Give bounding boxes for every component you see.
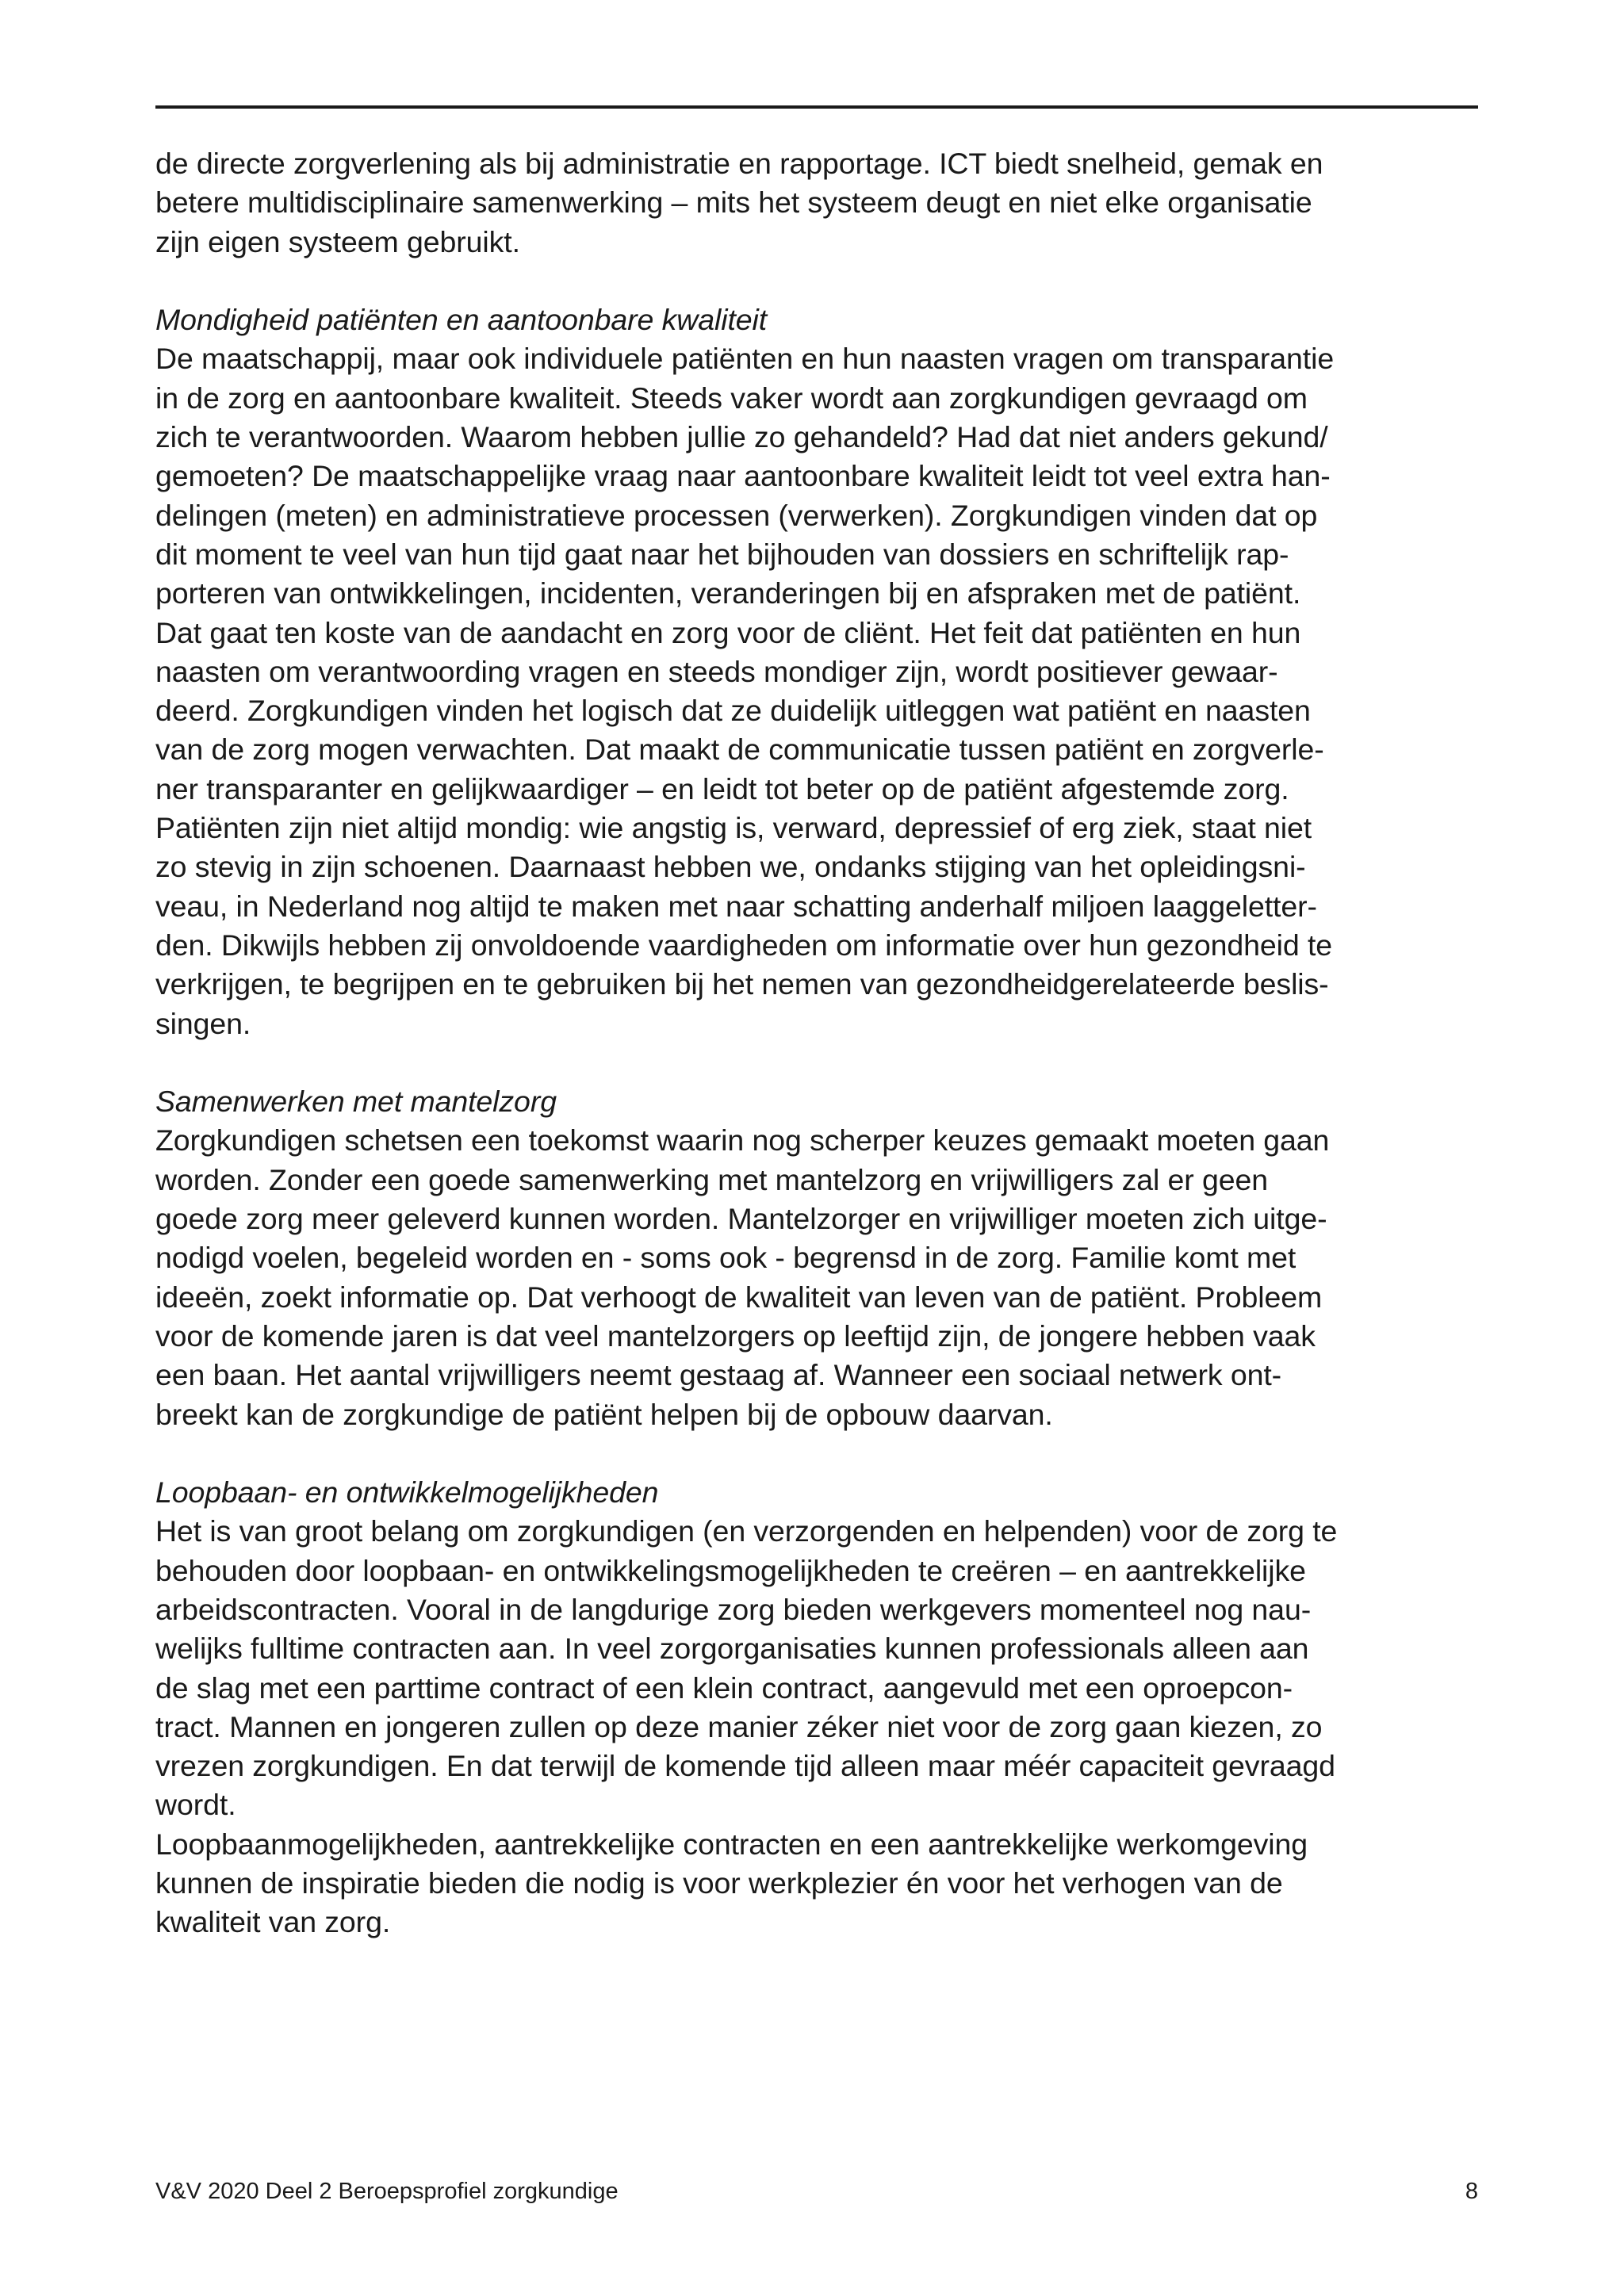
body-line: ideeën, zoekt informatie op. Dat verhoogt de kwaliteit van leven van de patiënt. Probleem xyxy=(155,1280,1323,1314)
body-line: veau, in Nederland nog altijd te maken met naar schatting anderhalf miljoen laaggeletter- xyxy=(155,889,1317,923)
body-line: delingen (meten) en administratieve processen (verwerken). Zorgkundigen vinden dat op xyxy=(155,498,1318,532)
body-line: singen. xyxy=(155,1006,251,1040)
body-line: Zorgkundigen schetsen een toekomst waarin nog scherper keuzes gemaakt moeten gaan xyxy=(155,1123,1330,1158)
body-line: porteren van ontwikkelingen, incidenten, veranderingen bij en afspraken met de patiënt. xyxy=(155,576,1301,610)
page-number: 8 xyxy=(1465,2179,1478,2204)
body-line: tract. Mannen en jongeren zullen op deze manier zéker niet voor de zorg gaan kiezen, zo xyxy=(155,1709,1323,1743)
body-line: zijn eigen systeem gebruikt. xyxy=(155,224,520,258)
body-line: voor de komende jaren is dat veel mantelzorgers op leeftijd zijn, de jongere hebben vaak xyxy=(155,1318,1316,1353)
body-line: De maatschappij, maar ook individuele patiënten en hun naasten vragen om transparantie xyxy=(155,342,1335,376)
body-text xyxy=(155,144,1488,1942)
body-line: den. Dikwijls hebben zij onvoldoende vaardigheden om informatie over hun gezondheid te xyxy=(155,928,1333,962)
body-line: dit moment te veel van hun tijd gaat naar het bijhouden van dossiers en schriftelijk rap- xyxy=(155,537,1289,571)
body-line: vrezen zorgkundigen. En dat terwijl de komende tijd alleen maar méér capaciteit gevraagd xyxy=(155,1749,1335,1783)
section-heading: Loopbaan- en ontwikkelmogelijkheden xyxy=(155,1475,659,1510)
body-line: in de zorg en aantoonbare kwaliteit. Steeds vaker wordt aan zorgkundigen gevraagd om xyxy=(155,381,1308,415)
body-line: deerd. Zorgkundigen vinden het logisch dat ze duidelijk uitleggen wat patiënt en naasten xyxy=(155,694,1311,728)
paragraph-gap xyxy=(155,1434,1488,1473)
body-line: Patiënten zijn niet altijd mondig: wie angstig is, verward, depressief of erg ziek, staat niet xyxy=(155,811,1312,845)
paragraph-gap xyxy=(155,1043,1488,1082)
body-line: een baan. Het aantal vrijwilligers neemt gestaag af. Wanneer een sociaal netwerk ont- xyxy=(155,1358,1282,1392)
body-line: nodigd voelen, begeleid worden en - soms ook - begrensd in de zorg. Familie komt met xyxy=(155,1241,1297,1275)
body-line: ner transparanter en gelijkwaardiger – en leidt tot beter op de patiënt afgestemde zorg. xyxy=(155,771,1289,806)
body-line: kunnen de inspiratie bieden die nodig is voor werkplezier én voor het verhogen van de xyxy=(155,1866,1283,1900)
body-line: zo stevig in zijn schoenen. Daarnaast hebben we, ondanks stijging van het opleidingsni- xyxy=(155,850,1306,884)
body-line: de slag met een parttime contract of een klein contract, aangevuld met een oproepcon- xyxy=(155,1670,1293,1705)
body-line: behouden door loopbaan- en ontwikkelingsmogelijkheden te creëren – en aantrekkelijke xyxy=(155,1553,1306,1587)
body-line: de directe zorgverlening als bij administratie en rapportage. ICT biedt snelheid, gemak en xyxy=(155,147,1323,180)
body-line: naasten om verantwoording vragen en steeds mondiger zijn, wordt positiever gewaar- xyxy=(155,654,1278,688)
body-line: Het is van groot belang om zorgkundigen (en verzorgenden en helpenden) voor de zorg te xyxy=(155,1514,1338,1548)
body-line: van de zorg mogen verwachten. Dat maakt de communicatie tussen patiënt en zorgverle- xyxy=(155,733,1324,767)
body-line: Dat gaat ten koste van de aandacht en zorg voor de cliënt. Het feit dat patiënten en hun xyxy=(155,615,1301,649)
body-line: betere multidisciplinaire samenwerking – mits het systeem deugt en niet elke organisatie xyxy=(155,186,1312,220)
body-line: kwaliteit van zorg. xyxy=(155,1905,391,1939)
paragraph-gap xyxy=(155,262,1488,300)
section-heading: Mondigheid patiënten en aantoonbare kwaliteit xyxy=(155,303,768,337)
body-line: worden. Zonder een goede samenwerking met mantelzorg en vrijwilligers zal er geen xyxy=(155,1162,1269,1196)
body-line: wordt. xyxy=(155,1788,236,1822)
header-rule xyxy=(155,105,1478,109)
body-line: welijks fulltime contracten aan. In veel zorgorganisaties kunnen professionals alleen aan xyxy=(155,1632,1309,1666)
body-line: Loopbaanmogelijkheden, aantrekkelijke contracten en een aantrekkelijke werkomgeving xyxy=(155,1827,1308,1861)
body-line: verkrijgen, te begrijpen en te gebruiken bij het nemen van gezondheidgerelateerde beslis- xyxy=(155,967,1329,1001)
body-line: gemoeten? De maatschappelijke vraag naar aantoonbare kwaliteit leidt tot veel extra han- xyxy=(155,459,1331,493)
body-line: zich te verantwoorden. Waarom hebben jullie zo gehandeld? Had dat niet anders gekund/ xyxy=(155,420,1328,454)
body-line: breekt kan de zorgkundige de patiënt helpen bij de opbouw daarvan. xyxy=(155,1397,1053,1431)
section-heading: Samenwerken met mantelzorg xyxy=(155,1085,557,1119)
footer-title: V&V 2020 Deel 2 Beroepsprofiel zorgkundige xyxy=(155,2179,619,2204)
body-line: goede zorg meer geleverd kunnen worden. Mantelzorger en vrijwilliger moeten zich uitge- xyxy=(155,1202,1327,1236)
body-line: arbeidscontracten. Vooral in de langdurige zorg bieden werkgevers momenteel nog nau- xyxy=(155,1592,1312,1626)
